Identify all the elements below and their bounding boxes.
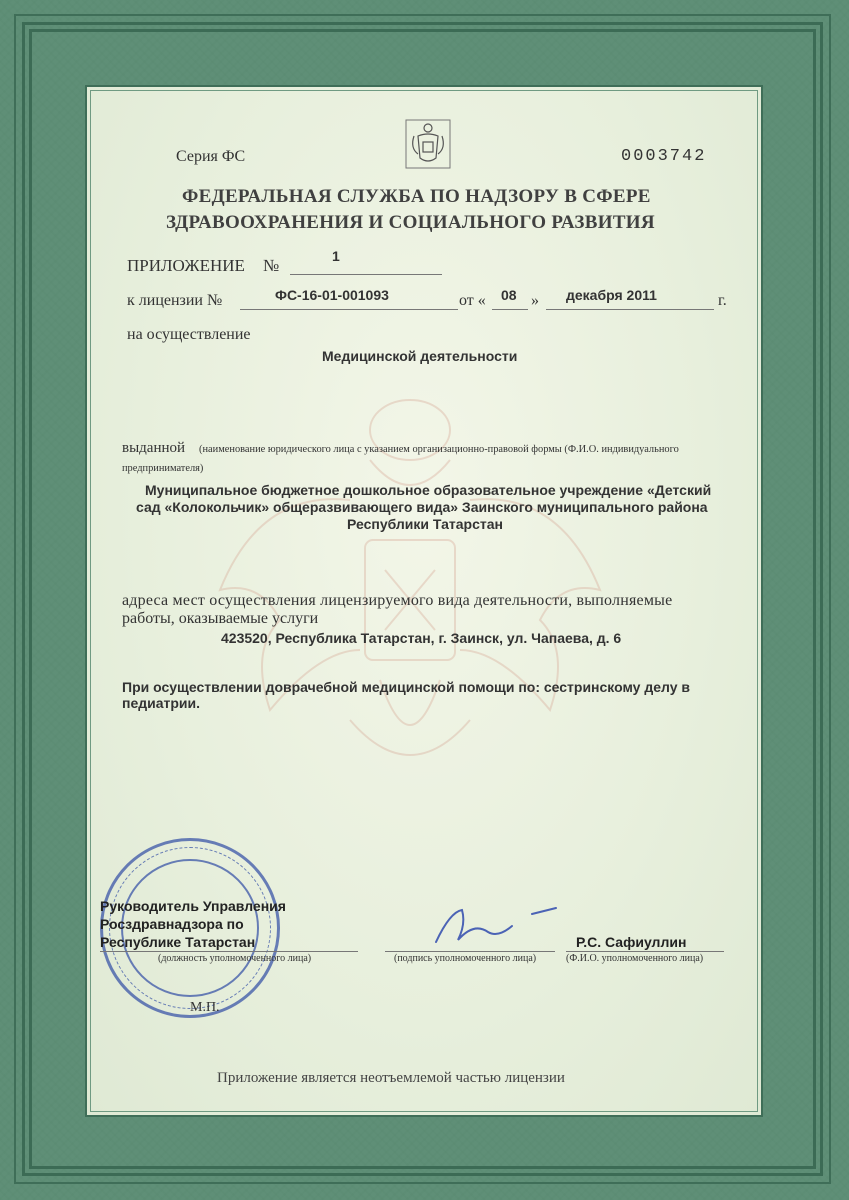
signature-line <box>385 951 555 952</box>
issued-note-line2: предпринимателя) <box>122 463 204 474</box>
handwritten-signature <box>428 902 568 950</box>
agency-title-line2: ЗДРАВООХРАНЕНИЯ И СОЦИАЛЬНОГО РАЗВИТИЯ <box>166 212 655 233</box>
license-month-year: декабря 2011 <box>566 287 657 303</box>
organization-name-line2: сад «Колокольчик» общеразвивающего вида» Заинского муниципального района <box>136 499 708 515</box>
signer-position-line3: Республике Татарстан <box>100 934 256 950</box>
appendix-number-line <box>290 274 442 275</box>
appendix-no-sign: № <box>263 256 280 275</box>
services-line1: При осуществлении доврачебной медицинской помощи по: сестринскому делу в <box>122 679 691 695</box>
services-line2: педиатрии. <box>122 695 201 711</box>
license-prefix: к лицензии № <box>127 292 223 309</box>
organization-name-line3: Республики Татарстан <box>347 516 503 532</box>
license-day: 08 <box>501 287 517 303</box>
issued-note-line1: (наименование юридического лица с указанием организационно-правовой формы (Ф.И.О. индивидуального <box>199 444 679 455</box>
address-value: 423520, Республика Татарстан, г. Заинск, ул. Чапаева, д. 6 <box>221 630 622 646</box>
appendix-number: 1 <box>332 248 340 264</box>
issued-label: выданной <box>122 440 186 456</box>
address-label-line2: работы, оказываемые услуги <box>122 610 319 627</box>
signature-caption: (подпись уполномоченного лица) <box>394 953 537 964</box>
activity-value: Медицинской деятельности <box>322 348 518 364</box>
activity-label: на осуществление <box>127 326 251 343</box>
position-line <box>100 951 358 952</box>
license-from: от « <box>459 292 486 309</box>
coat-of-arms-icon <box>404 118 452 170</box>
license-day-line <box>492 309 528 310</box>
name-caption: (Ф.И.О. уполномоченного лица) <box>566 953 704 964</box>
license-number: ФС-16-01-001093 <box>275 287 389 303</box>
license-number-line <box>240 309 458 310</box>
seal-place-mark: М.П. <box>190 1000 220 1015</box>
organization-name-line1: Муниципальное бюджетное дошкольное образовательное учреждение «Детский <box>145 482 712 498</box>
footer-note: Приложение является неотъемлемой частью лицензии <box>217 1070 565 1086</box>
address-label-line1: адреса мест осуществления лицензируемого вида деятельности, выполняемые <box>122 592 673 609</box>
signer-name: Р.С. Сафиуллин <box>576 934 687 950</box>
license-year-suffix: г. <box>718 292 727 309</box>
series-label: Серия ФС <box>176 148 246 165</box>
signer-position-line2: Росздравнадзора по <box>100 916 244 932</box>
form-number: 0003742 <box>621 147 707 166</box>
license-date-line <box>546 309 714 310</box>
position-caption: (должность уполномоченного лица) <box>158 953 312 964</box>
name-line <box>566 951 724 952</box>
agency-title-line1: ФЕДЕРАЛЬНАЯ СЛУЖБА ПО НАДЗОРУ В СФЕРЕ <box>182 186 651 207</box>
appendix-label: ПРИЛОЖЕНИЕ <box>127 256 245 275</box>
license-close-quote: » <box>531 292 539 309</box>
signer-position-line1: Руководитель Управления <box>100 898 286 914</box>
